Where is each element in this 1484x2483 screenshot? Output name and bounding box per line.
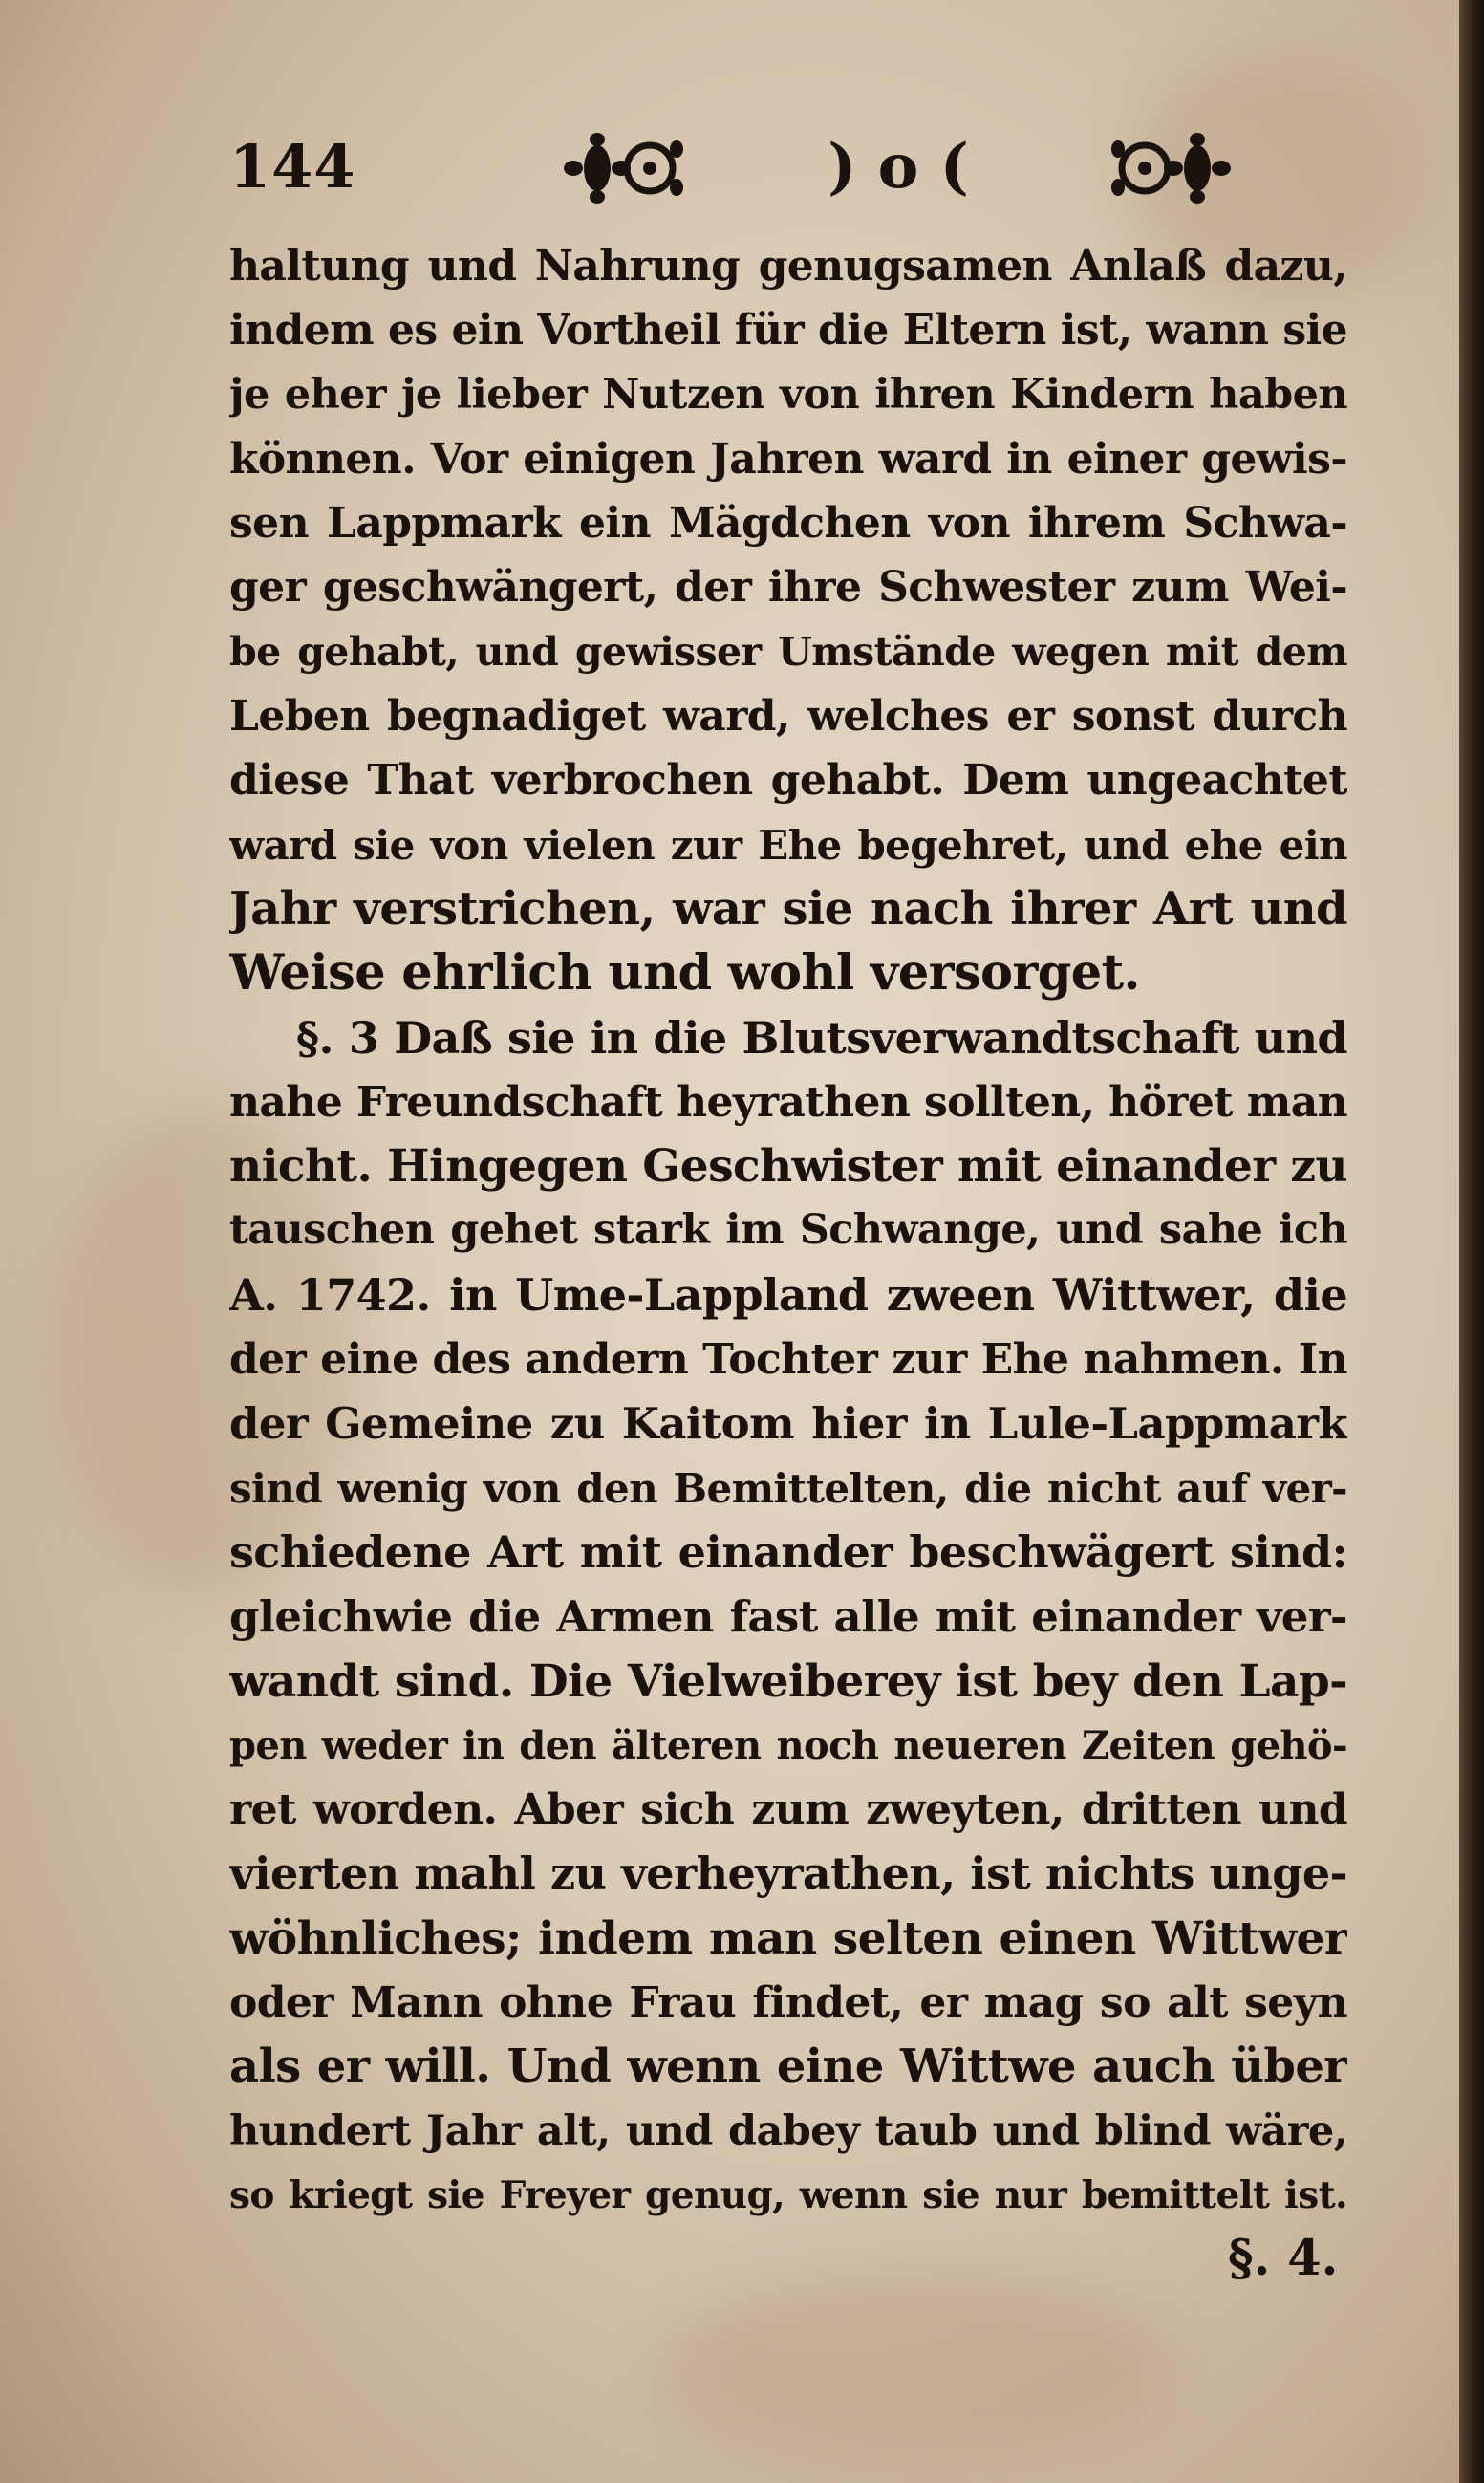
text-line: wöhnliches; indem man selten einen Wittwer [229, 1911, 1347, 1965]
page-header [229, 124, 1357, 210]
text-line: indem es ein Vortheil für die Eltern ist, wann sie [229, 306, 1347, 356]
text-line: §. 3 Daß sie in die Blutsverwandtschaft und [296, 1011, 1347, 1064]
text-line: Weise ehrlich und wohl versorget. [229, 944, 1140, 1003]
text-line: pen weder in den älteren noch neueren Zeiten gehö- [229, 1722, 1347, 1768]
text-line: ger geschwängert, der ihre Schwester zum Wei- [229, 563, 1347, 613]
text-line: der eine des andern Tochter zur Ehe nahmen. In [229, 1335, 1347, 1385]
text-line: Jahr verstrichen, war sie nach ihrer Art und [229, 881, 1347, 936]
text-line: tauschen gehet stark im Schwange, und sahe ich [229, 1206, 1347, 1255]
left-fleuron-icon [564, 133, 683, 204]
right-fleuron-icon [1111, 133, 1231, 204]
paper-stain [669, 2275, 1166, 2466]
body-text [229, 234, 1347, 2228]
text-line: diese That verbrochen gehabt. Dem ungeachtet [229, 756, 1347, 806]
page-number: 144 [229, 132, 356, 202]
text-line: schiedene Art mit einander beschwägert sind: [229, 1525, 1347, 1578]
text-line: nahe Freundschaft heyrathen sollten, höret man [229, 1077, 1347, 1127]
text-line: nicht. Hingegen Geschwister mit einander zu [229, 1140, 1347, 1194]
ornament-text: ) o ( [828, 131, 969, 203]
header-ornament [554, 124, 1242, 210]
text-line: sind wenig von den Bemittelten, die nicht auf ver- [229, 1464, 1347, 1512]
text-line: A. 1742. in Ume-Lappland zween Wittwer, die [229, 1268, 1347, 1321]
text-line: so kriegt sie Freyer genug, wenn sie nur bemittelt ist. [229, 2172, 1347, 2217]
text-line: haltung und Nahrung genugsamen Anlaß dazu, [229, 242, 1347, 291]
catchword: §. 4. [1228, 2230, 1339, 2287]
text-line: als er will. Und wenn eine Wittwe auch über [229, 2040, 1347, 2094]
text-line: sen Lappmark ein Mägdchen von ihrem Schwa- [229, 499, 1347, 549]
text-line: oder Mann ohne Frau findet, er mag so alt seyn [229, 1978, 1347, 2028]
text-line: ret worden. Aber sich zum zweyten, dritten und [229, 1785, 1347, 1835]
page-edge-shadow [1459, 0, 1484, 2483]
text-line: können. Vor einigen Jahren ward in einer gewis- [229, 434, 1347, 484]
text-line: hundert Jahr alt, und dabey taub und blind wäre, [229, 2106, 1347, 2155]
text-line: gleichwie die Armen fast alle mit einander ver- [229, 1591, 1347, 1643]
text-line: vierten mahl zu verheyrathen, ist nichts unge- [229, 1847, 1347, 1900]
text-line: der Gemeine zu Kaitom hier in Lule-Lappmark [229, 1398, 1347, 1450]
text-line: je eher je lieber Nutzen von ihren Kindern haben [229, 370, 1347, 419]
text-line: wandt sind. Die Vielweiberey ist bey den Lap- [229, 1654, 1347, 1708]
text-line: ward sie von vielen zur Ehe begehret, und ehe ein [229, 821, 1347, 869]
text-line: Leben begnadiget ward, welches er sonst durch [229, 692, 1347, 742]
text-line: be gehabt, und gewisser Umstände wegen mit dem [229, 628, 1347, 675]
